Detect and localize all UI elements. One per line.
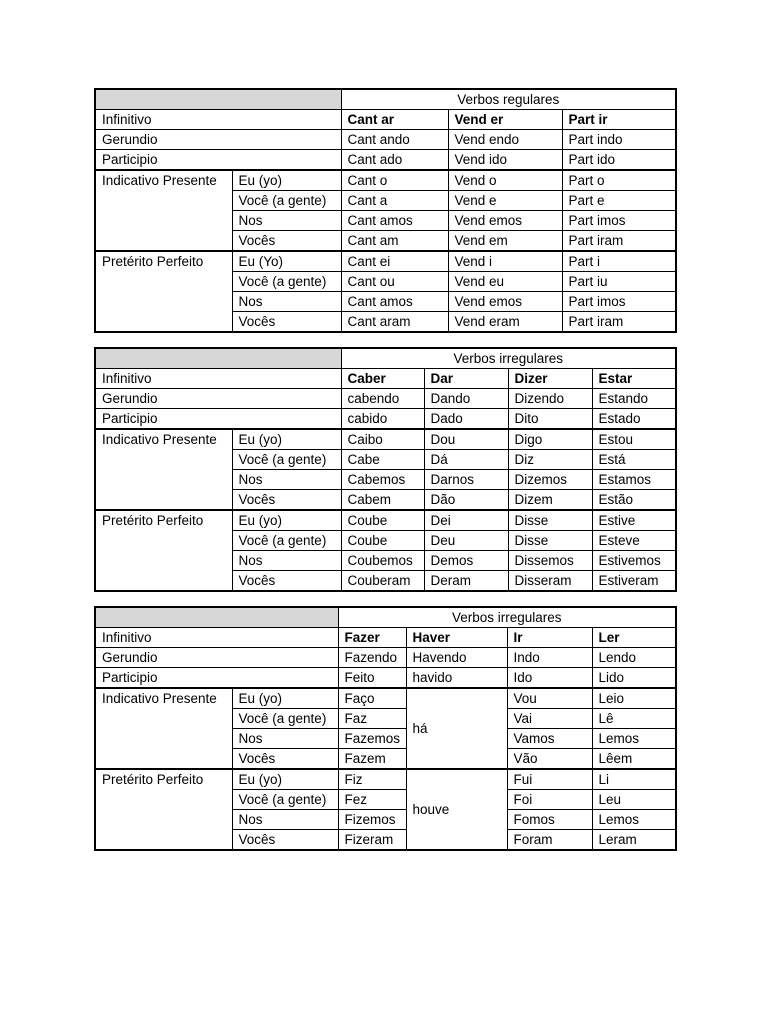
conjugation-cell: Cant am [341,231,448,252]
conjugation-cell: Vend o [448,170,562,191]
verb-infinitive: Estar [592,369,676,389]
verb-participle: Dado [424,409,508,430]
conjugation-cell: Leu [592,790,676,810]
conjugation-cell: Cabemos [341,470,424,490]
row-label-gerundio: Gerundio [95,648,338,668]
person-label: Eu (yo) [232,688,338,709]
verb-participle: Feito [338,668,406,689]
conjugation-cell: Part imos [562,292,676,312]
verb-participle: Dito [508,409,592,430]
conjugation-cell: Part iram [562,312,676,333]
verb-gerund: Dizendo [508,389,592,409]
person-label: Eu (yo) [232,429,341,450]
person-label: Nos [232,292,341,312]
conjugation-cell: Dá [424,450,508,470]
conjugation-cell: Vend emos [448,292,562,312]
verb-infinitive: Ir [507,628,592,648]
conjugation-cell: Faço [338,688,406,709]
verb-participle: Vend ido [448,150,562,171]
verb-infinitive: Fazer [338,628,406,648]
conjugation-cell: Estive [592,510,676,531]
row-label-participio: Participio [95,668,338,689]
row-label-indicativo: Indicativo Presente [95,688,232,769]
conjugation-cell: Esteve [592,531,676,551]
conjugation-cell: Part i [562,251,676,272]
conjugation-cell: Fizeram [338,830,406,851]
verb-infinitive: Dar [424,369,508,389]
conjugation-cell: Estamos [592,470,676,490]
conjugation-cell: Cabe [341,450,424,470]
person-label: Você (a gente) [232,709,338,729]
verb-participle: Cant ado [341,150,448,171]
conjugation-cell: Faz [338,709,406,729]
row-label-preterito: Pretérito Perfeito [95,769,232,850]
conjugation-cell: Vend i [448,251,562,272]
conjugation-cell: Vend em [448,231,562,252]
conjugation-cell: Part iu [562,272,676,292]
person-label: Nos [232,551,341,571]
person-label: Eu (yo) [232,769,338,790]
row-label-participio: Participio [95,150,341,171]
conjugation-cell: Digo [508,429,592,450]
person-label: Você (a gente) [232,450,341,470]
header-shade [95,348,341,369]
conjugation-cell: Coube [341,531,424,551]
conjugation-cell: Estivemos [592,551,676,571]
conjugation-cell: Part o [562,170,676,191]
verb-gerund: Estando [592,389,676,409]
conjugation-cell: Fui [507,769,592,790]
merged-conjugation-cell: há [406,688,507,769]
conjugation-cell: Li [592,769,676,790]
person-label: Eu (yo) [232,170,341,191]
conjugation-cell: Cant amos [341,211,448,231]
conjugation-cell: Vai [507,709,592,729]
verb-gerund: Part indo [562,130,676,150]
verb-infinitive: Cant ar [341,110,448,130]
table-title: Verbos irregulares [341,348,676,369]
conjugation-cell: Estou [592,429,676,450]
row-label-infinitivo: Infinitivo [95,369,341,389]
verb-participle: Estado [592,409,676,430]
row-label-infinitivo: Infinitivo [95,628,338,648]
person-label: Vocês [232,490,341,511]
conjugation-cell: Fizemos [338,810,406,830]
conjugation-cell: Deram [424,571,508,592]
verb-infinitive: Dizer [508,369,592,389]
row-label-gerundio: Gerundio [95,130,341,150]
conjugation-cell: Vão [507,749,592,770]
person-label: Você (a gente) [232,191,341,211]
conjugation-cell: Vend emos [448,211,562,231]
conjugation-cell: Disse [508,531,592,551]
verb-infinitive: Caber [341,369,424,389]
person-label: Vocês [232,749,338,770]
table-title: Verbos irregulares [338,607,676,628]
table-title: Verbos regulares [341,89,676,110]
conjugation-cell: Demos [424,551,508,571]
conjugation-cell: Está [592,450,676,470]
person-label: Eu (Yo) [232,251,341,272]
conjugation-cell: Coubemos [341,551,424,571]
verb-gerund: Dando [424,389,508,409]
conjugation-cell: Dou [424,429,508,450]
conjugation-cell: Dizem [508,490,592,511]
person-label: Nos [232,729,338,749]
row-label-infinitivo: Infinitivo [95,110,341,130]
conjugation-cell: Darnos [424,470,508,490]
verb-infinitive: Part ir [562,110,676,130]
conjugation-cell: Cant aram [341,312,448,333]
merged-conjugation-cell: houve [406,769,507,850]
conjugation-cell: Part iram [562,231,676,252]
conjugation-cell: Fazem [338,749,406,770]
conjugation-cell: Foi [507,790,592,810]
conjugation-cell: Dei [424,510,508,531]
person-label: Eu (yo) [232,510,341,531]
verb-gerund: Vend endo [448,130,562,150]
conjugation-cell: Estiveram [592,571,676,592]
conjugation-cell: Vend eram [448,312,562,333]
conjugation-cell: Cabem [341,490,424,511]
conjugation-cell: Fomos [507,810,592,830]
irregular-verbs-table-1 [94,347,677,592]
irregular-verbs-table-2 [94,606,677,851]
verb-participle: Ido [507,668,592,689]
person-label: Vocês [232,231,341,252]
verb-participle: Lido [592,668,676,689]
conjugation-cell: Part imos [562,211,676,231]
person-label: Vocês [232,830,338,851]
verb-gerund: Havendo [406,648,507,668]
verb-gerund: Indo [507,648,592,668]
conjugation-cell: Vend eu [448,272,562,292]
row-label-gerundio: Gerundio [95,389,341,409]
person-label: Você (a gente) [232,272,341,292]
conjugation-cell: Disse [508,510,592,531]
verb-gerund: cabendo [341,389,424,409]
conjugation-cell: Lemos [592,810,676,830]
person-label: Você (a gente) [232,790,338,810]
conjugation-cell: Vamos [507,729,592,749]
conjugation-cell: Lêem [592,749,676,770]
regular-verbs-table [94,88,677,333]
conjugation-cell: Foram [507,830,592,851]
verb-gerund: Cant ando [341,130,448,150]
person-label: Você (a gente) [232,531,341,551]
row-label-indicativo: Indicativo Presente [95,429,232,510]
row-label-preterito: Pretérito Perfeito [95,510,232,591]
verb-infinitive: Haver [406,628,507,648]
row-label-preterito: Pretérito Perfeito [95,251,232,332]
conjugation-cell: Leram [592,830,676,851]
conjugation-cell: Lemos [592,729,676,749]
conjugation-cell: Dizemos [508,470,592,490]
conjugation-cell: Fazemos [338,729,406,749]
person-label: Vocês [232,571,341,592]
person-label: Vocês [232,312,341,333]
conjugation-cell: Cant a [341,191,448,211]
conjugation-cell: Estão [592,490,676,511]
verb-participle: cabido [341,409,424,430]
row-label-participio: Participio [95,409,341,430]
conjugation-cell: Diz [508,450,592,470]
verb-participle: havido [406,668,507,689]
conjugation-cell: Lê [592,709,676,729]
conjugation-cell: Couberam [341,571,424,592]
person-label: Nos [232,211,341,231]
conjugation-cell: Vou [507,688,592,709]
conjugation-cell: Part e [562,191,676,211]
verb-gerund: Fazendo [338,648,406,668]
conjugation-cell: Fez [338,790,406,810]
conjugation-cell: Disseram [508,571,592,592]
conjugation-cell: Deu [424,531,508,551]
header-shade [95,607,338,628]
row-label-indicativo: Indicativo Presente [95,170,232,251]
conjugation-cell: Vend e [448,191,562,211]
conjugation-cell: Cant ou [341,272,448,292]
person-label: Nos [232,810,338,830]
conjugation-cell: Dão [424,490,508,511]
conjugation-cell: Dissemos [508,551,592,571]
conjugation-cell: Leio [592,688,676,709]
conjugation-cell: Cant amos [341,292,448,312]
verb-infinitive: Ler [592,628,676,648]
conjugation-cell: Cant ei [341,251,448,272]
conjugation-cell: Cant o [341,170,448,191]
person-label: Nos [232,470,341,490]
verb-participle: Part ido [562,150,676,171]
conjugation-cell: Caibo [341,429,424,450]
verb-infinitive: Vend er [448,110,562,130]
header-shade [95,89,341,110]
conjugation-cell: Fiz [338,769,406,790]
conjugation-cell: Coube [341,510,424,531]
verb-gerund: Lendo [592,648,676,668]
